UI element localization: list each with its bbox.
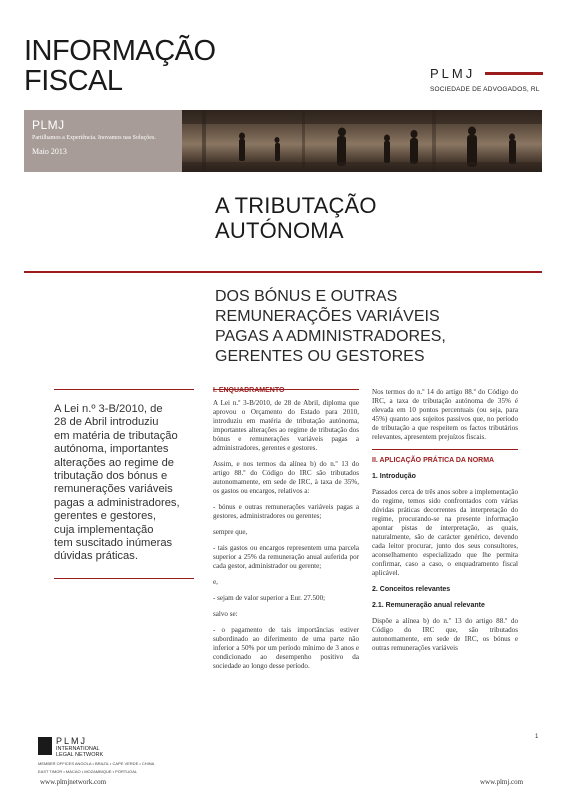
banner: [24, 110, 542, 172]
pullquote-line: cuja implementação: [54, 523, 154, 536]
section-heading-enquadramento: I. ENQUADRAMENTO: [213, 387, 285, 394]
pullquote-line: tem suscitado inúmeras: [54, 537, 173, 550]
footer-network-logo: [38, 737, 154, 774]
section-heading-aplicacao: II. APLICAÇÃO PRÁTICA DA NORMA: [372, 457, 495, 464]
pullquote: [54, 403, 194, 564]
banner-brand: PLMJ: [32, 118, 65, 132]
paragraph: Passados cerca de três anos sobre a implementação do regime, temos sido confrontados com várias dúvidas práticas decorrentes da interpretação do regime, procurando-se na presente informação apontar pistas de interpretação, as quais, naturalmente, são de carácter genérico, devendo cada leitor procurar, junto dos seus consultores, aconselhamento especializado que lhe permita confirmar, caso a caso, o enquadramento fiscal aplicável.: [372, 488, 518, 577]
logo-subtitle: SOCIEDADE DE ADVOGADOS, RL: [430, 86, 540, 93]
paragraph: - bónus e outras remunerações variáveis pagas a gestores, administradores ou gerentes;: [213, 503, 359, 520]
logo-name: PLMJ: [430, 66, 476, 81]
paragraph: Dispõe a alínea b) do n.º 13 do artigo 88.º do Código do IRC que, são tributados autonomamente, em sede de IRC, os bónus e outras remunerações variáveis: [372, 617, 518, 652]
article-subtitle-line4: GERENTES OU GESTORES: [215, 348, 425, 365]
paragraph: salvo se:: [213, 610, 238, 618]
body-column-1: [213, 386, 359, 678]
page-number: 1: [535, 734, 539, 740]
subheading-conceitos: 2. Conceitos relevantes: [372, 586, 451, 593]
banner-text-panel: [24, 110, 182, 172]
title-divider: [24, 271, 542, 273]
pullquote-line: A Lei n.º 3-B/2010, de: [54, 403, 163, 415]
paragraph: e,: [213, 578, 218, 586]
people-silhouettes-image: [182, 110, 542, 172]
article-subtitle: [215, 287, 446, 367]
subheading-remuneracao: 2.1. Remuneração anual relevante: [372, 602, 485, 609]
pullquote-line: remunerações variáveis: [54, 483, 173, 496]
pullquote-line: 28 de Abril introduziu: [54, 416, 159, 429]
pullquote-line: autónoma, importantes: [54, 443, 169, 456]
banner-photo: [182, 110, 542, 172]
logo-bar: [485, 72, 543, 75]
paragraph: - tais gastos ou encargos representem uma parcela superior a 25% da remuneração anual auferida por cada gestor, administrador ou gerente;: [213, 544, 359, 570]
article-subtitle-line3: PAGAS A ADMINISTRADORES,: [215, 328, 446, 345]
pullquote-line: alterações ao regime de: [54, 456, 175, 469]
pullquote-line: gerentes e gestores,: [54, 510, 156, 523]
article-title-line2: AUTÓNOMA: [215, 218, 344, 243]
pullquote-rule-bottom: [54, 578, 194, 579]
paragraph: sempre que,: [213, 528, 248, 536]
article-subtitle-line1: DOS BÓNUS E OUTRAS: [215, 288, 398, 305]
paragraph: - sejam de valor superior a Eur. 27.500;: [213, 594, 326, 602]
banner-tagline: Partilhamos a Experiência. Inovamos nas Soluções.: [32, 135, 156, 141]
plmj-url-link[interactable]: www.plmj.com: [480, 778, 524, 786]
subheading-introducao: 1. Introdução: [372, 473, 416, 480]
publication-title: [24, 36, 216, 96]
paragraph: A Lei n.º 3-B/2010, de 28 de Abril, diploma que aprovou o Orçamento do Estado para 2010, introduziu em matéria de tributação autónoma, importantes alterações ao regime de tributação dos bónus e remunerações variáveis pagas a administradores, gerentes e gestores.: [213, 399, 359, 452]
issue-date: Maio 2013: [32, 147, 67, 156]
paragraph: - o pagamento de tais importâncias estiver subordinado ao diferimento de uma parte não inferior a 50% por um período mínimo de 3 anos e condicionado ao desempenho positivo da sociedade ao longo desse período.: [213, 626, 359, 670]
publication-title-line2: FISCAL: [24, 65, 123, 97]
article-title-line1: A TRIBUTAÇÃO: [215, 193, 377, 218]
network-logo-mark: [38, 737, 52, 755]
paragraph: Nos termos do n.º 14 do artigo 88.º do Código do IRC, a taxa de tributação autónoma de 35% é elevada em 10 pontos percentuais (ou seja, para 45%) quanto aos sujeitos passivos que, no período de tributação a que respeitem os factos tributários relevantes, apresentem prejuízos fiscais.: [372, 388, 518, 441]
pullquote-rule-top: [54, 389, 194, 390]
plmj-logo: [430, 66, 543, 93]
pullquote-line: em matéria de tributação: [54, 429, 178, 442]
member-offices-line1: MEMBER OFFICES ANGOLA • BRAZIL • CAPE VERDE • CHINA: [38, 761, 155, 766]
pullquote-line: tributação dos bónus e: [54, 470, 168, 483]
paragraph: Assim, e nos termos da alínea b) do n.º 13 do artigo 88.º do Código do IRC são tributados autonomamente, em sede de IRC, à taxa de 35%, os gastos ou encargos, relativos a:: [213, 460, 359, 495]
network-logo-line1: INTERNATIONAL: [56, 746, 100, 752]
pullquote-line: pagas a administradores,: [54, 496, 180, 509]
article-subtitle-line2: REMUNERAÇÕES VARIÁVEIS: [215, 308, 440, 325]
member-offices-line2: EAST TIMOR • MACAO • MOZAMBIQUE • PORTUGAL: [38, 769, 138, 774]
network-logo-name: PLMJ: [56, 736, 88, 746]
network-url-link[interactable]: www.plmjnetwork.com: [40, 778, 107, 786]
network-logo-line2: LEGAL NETWORK: [56, 752, 104, 758]
col2-rule: [372, 449, 518, 450]
article-title: [215, 193, 377, 243]
publication-title-line1: INFORMAÇÃO: [24, 35, 216, 67]
body-column-2: [372, 388, 518, 660]
pullquote-line: dúvidas práticas.: [54, 550, 138, 563]
